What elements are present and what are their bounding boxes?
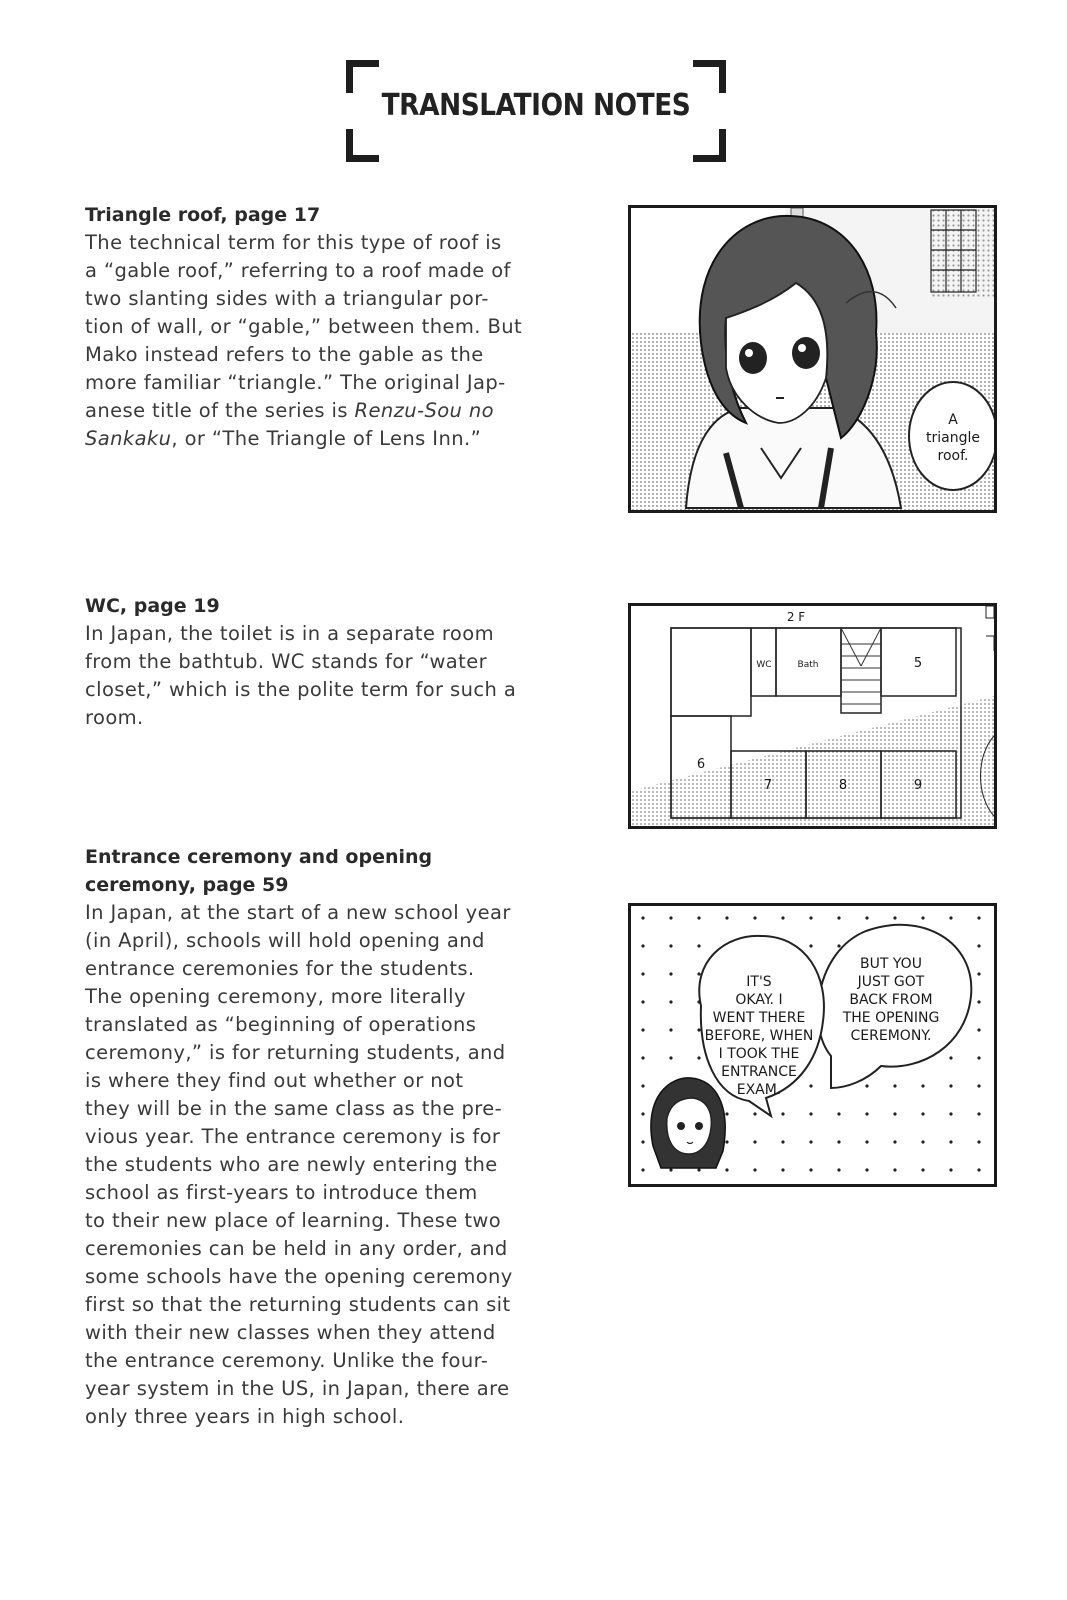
bubble-line: triangle [926,430,980,446]
body-line: In Japan, the toilet is in a separate room [85,622,494,645]
body-line: with their new classes when they attend [85,1321,496,1344]
body-line: ceremony,” is for returning students, and [85,1041,506,1064]
bubble-line: EXAM. [736,1082,782,1098]
bubble-line: A [948,412,958,428]
manga-panel-floor-plan [628,603,997,829]
body-line: In Japan, at the start of a new school year [85,901,511,924]
body-line: vious year. The entrance ceremony is for [85,1125,501,1148]
bubble-line: CEREMONY. [850,1028,932,1044]
corner-bracket-bottom-right [693,129,726,162]
body-line: anese title of the series is [85,399,348,422]
room-label-6: 6 [696,757,706,772]
bubble-line: IT'S [746,974,772,990]
bubble-line: JUST GOT [857,974,925,990]
note-heading: Triangle roof, page 17 [85,204,321,226]
body-line: first so that the returning students can sit [85,1293,511,1316]
room-label-7: 7 [763,778,773,793]
body-line: room. [85,706,144,729]
body-line: ceremonies can be held in any order, and [85,1237,508,1260]
bubble-line: OKAY. I [735,992,783,1008]
bubble-line: I TOOK THE [718,1046,800,1062]
series-title-italic: Sankaku [85,427,172,450]
manga-panel-ceremony [628,903,997,1187]
room-label-9: 9 [913,778,923,793]
body-line: Mako instead refers to the gable as the [85,343,484,366]
body-line: some schools have the opening ceremony [85,1265,513,1288]
body-line: school as first-years to introduce them [85,1181,478,1204]
note-body [85,899,580,1431]
bubble-line: BACK FROM [849,992,933,1008]
body-line: more familiar “triangle.” The original Jap- [85,371,506,394]
bubble-line: BUT YOU [860,956,922,972]
body-line: from the bathtub. WC stands for “water [85,650,488,673]
body-line: the entrance ceremony. Unlike the four- [85,1349,489,1372]
body-line: tion of wall, or “gable,” between them. But [85,315,523,338]
title-frame [346,60,726,162]
body-line: to their new place of learning. These two [85,1209,502,1232]
body-line: year system in the US, in Japan, there are [85,1377,510,1400]
manga-panel-triangle-roof [628,205,997,513]
corner-bracket-bottom-left [346,129,379,162]
panel-illustration [631,906,994,1184]
body-line: entrance ceremonies for the students. [85,957,475,980]
body-line: is where they find out whether or not [85,1069,464,1092]
heading-line: ceremony, page 59 [85,874,289,896]
girl-chibi-illustration [651,1078,725,1168]
body-line: a “gable roof,” referring to a roof made of [85,259,511,282]
body-line: The opening ceremony, more literally [85,985,466,1008]
floor-plan-diagram [631,606,994,826]
page-title: TRANSLATION NOTES [381,88,691,123]
note-heading: WC, page 19 [85,595,220,617]
room-label-wc: WC [756,660,772,670]
bubble-line: BEFORE, WHEN [704,1028,814,1044]
room-label-5: 5 [913,656,923,671]
body-line: , or “The Triangle of Lens Inn.” [171,427,482,450]
body-line: closet,” which is the polite term for such a [85,678,517,701]
body-line: (in April), schools will hold opening and [85,929,485,952]
note-triangle-roof [85,201,580,453]
body-line: The technical term for this type of roof is [85,231,502,254]
room-label-8: 8 [838,778,848,793]
body-line: only three years in high school. [85,1405,405,1428]
room-label-bath: Bath [797,660,819,670]
heading-line: Entrance ceremony and opening [85,846,433,868]
body-line: they will be in the same class as the pre- [85,1097,503,1120]
body-line: the students who are newly entering the [85,1153,498,1176]
note-wc [85,592,580,732]
panel-illustration [631,208,994,510]
note-ceremonies [85,843,580,1431]
bubble-line: roof. [937,448,969,464]
note-body [85,229,580,453]
body-line: translated as “beginning of operations [85,1013,477,1036]
series-title-italic: Renzu-Sou no [354,399,495,422]
bubble-line: THE OPENING [842,1010,940,1026]
note-heading [85,843,580,899]
bubble-line: ENTRANCE [721,1064,797,1080]
floor-label: 2 F [786,610,806,624]
note-body [85,620,580,732]
body-line: two slanting sides with a triangular por- [85,287,489,310]
bubble-line: WENT THERE [712,1010,806,1026]
